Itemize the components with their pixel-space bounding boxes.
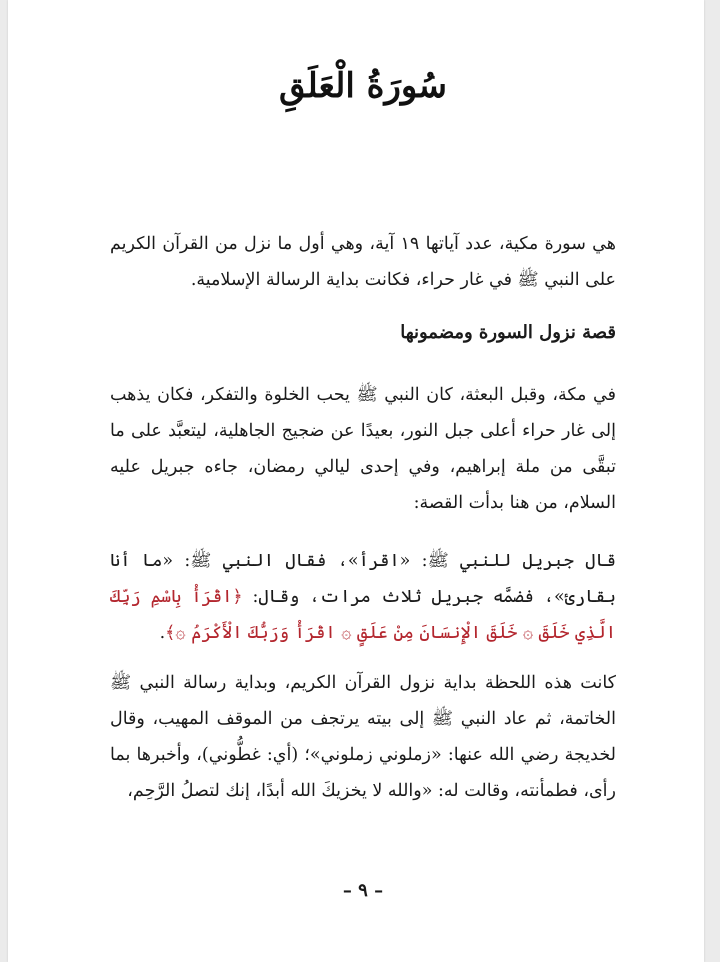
book-page [8,0,704,962]
closing-paragraph: كانت هذه اللحظة بداية نزول القرآن الكريم، وبداية رسالة النبي ﷺ الخاتمة، ثم عاد النبي ﷺ إلى بيته يرتجف من الموقف المهيب، وقال لخديجة رضي الله عنها: «زملوني زملوني»؛ (أي: غطُّوني)، وأخبرها بما رأى، فطمأنته، وقالت له: «والله لا يخزيكَ الله أبدًا، إنك لتصلُ الرَّحِم، [110,673,616,801]
quran-verse: ﴿اقْرَأْ بِاسْمِ رَبِّكَ الَّذِي خَلَقَ ۞ خَلَقَ الْإِنسَانَ مِنْ عَلَقٍ ۞ اقْرَأْ وَرَبُّكَ الْأَكْرَمُ ۞﴾ [110,587,616,643]
surah-title: سُورَةُ الْعَلَقِ [279,66,447,106]
section-heading: قصة نزول السورة ومضمونها [400,322,616,343]
page-number: – ٩ – [342,880,384,901]
intro-paragraph: هي سورة مكية، عدد آياتها ١٩ آية، وهي أول ما نزل من القرآن الكريم على النبي ﷺ في غار حراء، فكانت بداية الرسالة الإسلامية. [110,234,616,290]
dialogue-end: . [159,623,166,643]
story-paragraph: في مكة، وقبل البعثة، كان النبي ﷺ يحب الخلوة والتفكر، فكان يذهب إلى غار حراء أعلى جبل النور، بعيدًا عن ضجيج الجاهلية، ليتعبَّد على ما تبقَّى من ملة إبراهيم، وفي إحدى ليالي رمضان، جاءه جبريل عليه السلام، من هنا بدأت القصة: [110,385,616,513]
dialogue-text: قال جبريل للنبي ﷺ: «اقرأ»، فقال النبي ﷺ: «ما أنا بقارئ»، فضمَّه جبريل ثلاث مرات، وقال: [110,551,617,607]
dialogue-paragraph [110,543,616,651]
